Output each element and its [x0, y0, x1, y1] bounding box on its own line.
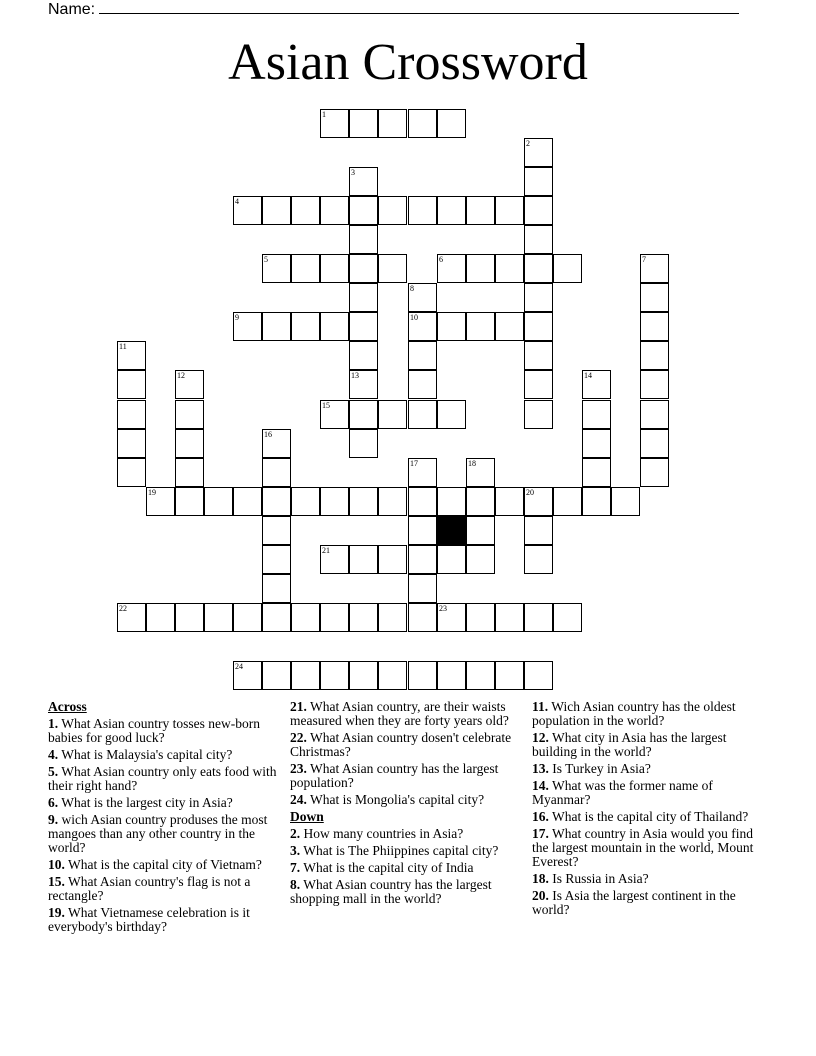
grid-cell[interactable] — [495, 196, 524, 225]
cell-number: 20 — [526, 488, 534, 497]
cell-number: 2 — [526, 139, 530, 148]
cell-number: 11 — [119, 342, 127, 351]
grid-cell[interactable] — [262, 458, 291, 487]
clue-down-14 — [532, 779, 772, 807]
grid-cell[interactable] — [553, 603, 582, 632]
clue-across-6 — [48, 796, 284, 810]
grid-cell[interactable] — [495, 254, 524, 283]
cell-number: 23 — [439, 604, 447, 613]
clue-text: Is Asia the largest continent in the world? — [532, 888, 736, 917]
grid-cell[interactable] — [466, 603, 495, 632]
clues-column-2 — [290, 700, 526, 909]
grid-cell[interactable] — [349, 603, 378, 632]
cell-number: 21 — [322, 546, 330, 555]
clue-down-3 — [290, 844, 526, 858]
clue-number: 2. — [290, 826, 301, 841]
cell-number: 3 — [351, 168, 355, 177]
clue-text: Is Turkey in Asia? — [552, 761, 651, 776]
grid-cell[interactable] — [640, 370, 669, 399]
clue-text: What Asian country dosen't celebrate Christmas? — [290, 730, 512, 759]
clue-text: Is Russia in Asia? — [552, 871, 649, 886]
grid-cell[interactable] — [233, 487, 262, 516]
grid-cell[interactable] — [204, 487, 233, 516]
cell-number: 22 — [119, 604, 127, 613]
clue-text: What is The Phiippines capital city? — [303, 843, 499, 858]
clue-down-18 — [532, 872, 772, 886]
clue-across-9 — [48, 813, 284, 855]
grid-cell[interactable] — [146, 603, 175, 632]
name-label: Name: — [48, 1, 96, 18]
grid-cell[interactable] — [437, 254, 466, 283]
grid-cell[interactable] — [262, 661, 291, 690]
clue-across-1 — [48, 717, 284, 745]
cell-number: 16 — [264, 430, 272, 439]
grid-cell[interactable] — [466, 196, 495, 225]
grid-cell[interactable] — [378, 109, 407, 138]
grid-cell[interactable] — [408, 341, 437, 370]
cell-number: 8 — [410, 284, 414, 293]
grid-cell[interactable] — [291, 254, 320, 283]
grid-cell[interactable] — [408, 109, 437, 138]
grid-cell[interactable] — [349, 341, 378, 370]
grid-cell[interactable] — [582, 400, 611, 429]
clue-text: What Asian country only eats food with their right hand? — [48, 764, 277, 793]
grid-cell[interactable] — [524, 167, 553, 196]
clue-number: 23. — [290, 761, 307, 776]
grid-cell[interactable] — [349, 400, 378, 429]
clue-number: 22. — [290, 730, 307, 745]
grid-cell[interactable] — [349, 487, 378, 516]
cell-number: 9 — [235, 313, 239, 322]
grid-cell[interactable] — [291, 661, 320, 690]
grid-cell[interactable] — [524, 196, 553, 225]
grid-cell[interactable] — [378, 661, 407, 690]
clue-number: 21. — [290, 699, 307, 714]
grid-cell[interactable] — [524, 487, 553, 516]
grid-cell[interactable] — [524, 283, 553, 312]
grid-cell[interactable] — [262, 545, 291, 574]
clue-across-21 — [290, 700, 526, 728]
cell-number: 4 — [235, 197, 239, 206]
grid-cell[interactable] — [437, 312, 466, 341]
clue-number: 15. — [48, 874, 65, 889]
grid-cell[interactable] — [640, 254, 669, 283]
clue-number: 24. — [290, 792, 307, 807]
grid-cell[interactable] — [408, 603, 437, 632]
grid-cell[interactable] — [437, 545, 466, 574]
grid-cell[interactable] — [524, 516, 553, 545]
cell-number: 24 — [235, 662, 243, 671]
grid-cell[interactable] — [320, 254, 349, 283]
grid-cell[interactable] — [408, 312, 437, 341]
grid-cell[interactable] — [349, 283, 378, 312]
clue-text: Wich Asian country has the oldest population in the world? — [532, 699, 736, 728]
clue-text: What Asian country, are their waists measured when they are forty years old? — [290, 699, 509, 728]
grid-cell[interactable] — [117, 458, 146, 487]
grid-cell[interactable] — [640, 400, 669, 429]
grid-cell[interactable] — [146, 487, 175, 516]
grid-cell[interactable] — [378, 254, 407, 283]
grid-cell[interactable] — [175, 429, 204, 458]
grid-cell[interactable] — [582, 487, 611, 516]
grid-cell[interactable] — [349, 225, 378, 254]
grid-cell[interactable] — [291, 603, 320, 632]
grid-cell[interactable] — [320, 312, 349, 341]
cell-number: 5 — [264, 255, 268, 264]
grid-cell[interactable] — [437, 603, 466, 632]
grid-cell[interactable] — [233, 312, 262, 341]
grid-cell[interactable] — [640, 458, 669, 487]
clue-down-20 — [532, 889, 772, 917]
grid-cell[interactable] — [175, 458, 204, 487]
cell-number: 13 — [351, 371, 359, 380]
cell-number: 6 — [439, 255, 443, 264]
clues-column-1 — [48, 700, 284, 937]
clue-number: 9. — [48, 812, 59, 827]
grid-cell[interactable] — [117, 370, 146, 399]
grid-cell[interactable] — [320, 400, 349, 429]
grid-cell[interactable] — [233, 603, 262, 632]
clue-text: What is the capital city of Vietnam? — [68, 857, 262, 872]
clue-down-12 — [532, 731, 772, 759]
grid-cell[interactable] — [291, 487, 320, 516]
grid-cell[interactable] — [524, 400, 553, 429]
across-heading: Across — [48, 699, 87, 714]
clue-number: 6. — [48, 795, 59, 810]
grid-cell[interactable] — [611, 487, 640, 516]
grid-cell[interactable] — [349, 254, 378, 283]
grid-cell[interactable] — [262, 312, 291, 341]
grid-cell[interactable] — [378, 487, 407, 516]
clue-across-23 — [290, 762, 526, 790]
grid-cell[interactable] — [524, 254, 553, 283]
grid-cell[interactable] — [408, 661, 437, 690]
grid-cell[interactable] — [262, 516, 291, 545]
page-title: Asian Crossword — [228, 34, 588, 91]
grid-cell[interactable] — [175, 487, 204, 516]
clue-number: 10. — [48, 857, 65, 872]
clue-text: What Asian country has the largest shopping mall in the world? — [290, 877, 492, 906]
cell-number: 7 — [642, 255, 646, 264]
clue-number: 19. — [48, 905, 65, 920]
grid-cell[interactable] — [495, 487, 524, 516]
grid-cell[interactable] — [408, 516, 437, 545]
clue-number: 16. — [532, 809, 549, 824]
clue-text: What is the capital city of Thailand? — [552, 809, 749, 824]
grid-cell[interactable] — [640, 283, 669, 312]
cell-number: 17 — [410, 459, 418, 468]
grid-cell[interactable] — [466, 516, 495, 545]
grid-cell[interactable] — [553, 254, 582, 283]
grid-cell[interactable] — [349, 661, 378, 690]
grid-cell[interactable] — [524, 312, 553, 341]
grid-cell[interactable] — [320, 109, 349, 138]
clue-across-22 — [290, 731, 526, 759]
grid-cell[interactable] — [233, 196, 262, 225]
clue-number: 1. — [48, 716, 59, 731]
clue-across-10 — [48, 858, 284, 872]
grid-cell[interactable] — [640, 312, 669, 341]
grid-cell[interactable] — [495, 312, 524, 341]
grid-cell[interactable] — [117, 603, 146, 632]
grid-cell[interactable] — [524, 138, 553, 167]
grid-block — [437, 516, 466, 545]
grid-cell[interactable] — [408, 283, 437, 312]
grid-cell[interactable] — [640, 429, 669, 458]
grid-cell[interactable] — [378, 196, 407, 225]
clue-down-16 — [532, 810, 772, 824]
grid-cell[interactable] — [320, 487, 349, 516]
grid-cell[interactable] — [320, 196, 349, 225]
grid-cell[interactable] — [408, 400, 437, 429]
grid-cell[interactable] — [466, 661, 495, 690]
clue-text: What city in Asia has the largest building in the world? — [532, 730, 727, 759]
grid-cell[interactable] — [378, 603, 407, 632]
clue-text: What is Malaysia's capital city? — [61, 747, 233, 762]
clue-number: 17. — [532, 826, 549, 841]
clue-number: 5. — [48, 764, 59, 779]
clue-number: 18. — [532, 871, 549, 886]
clue-text: What is the capital city of India — [303, 860, 474, 875]
clue-number: 13. — [532, 761, 549, 776]
grid-cell[interactable] — [495, 661, 524, 690]
clue-down-11 — [532, 700, 772, 728]
cell-number: 12 — [177, 371, 185, 380]
grid-cell[interactable] — [349, 196, 378, 225]
clues-column-3 — [532, 700, 772, 920]
clue-text: What is the largest city in Asia? — [61, 795, 233, 810]
clue-number: 3. — [290, 843, 301, 858]
clue-down-8 — [290, 878, 526, 906]
grid-cell[interactable] — [495, 603, 524, 632]
grid-cell[interactable] — [378, 400, 407, 429]
grid-cell[interactable] — [262, 487, 291, 516]
grid-cell[interactable] — [349, 370, 378, 399]
grid-cell[interactable] — [524, 661, 553, 690]
grid-cell[interactable] — [553, 487, 582, 516]
grid-cell[interactable] — [175, 370, 204, 399]
grid-cell[interactable] — [233, 661, 262, 690]
grid-cell[interactable] — [378, 545, 407, 574]
grid-cell[interactable] — [466, 254, 495, 283]
grid-cell[interactable] — [408, 574, 437, 603]
grid-cell[interactable] — [408, 370, 437, 399]
grid-cell[interactable] — [466, 458, 495, 487]
cell-number: 18 — [468, 459, 476, 468]
clue-text: What country in Asia would you find the largest mountain in the world, Mount Everest? — [532, 826, 754, 869]
grid-cell[interactable] — [291, 312, 320, 341]
grid-cell[interactable] — [204, 603, 233, 632]
cell-number: 10 — [410, 313, 418, 322]
grid-cell[interactable] — [349, 429, 378, 458]
grid-cell[interactable] — [437, 109, 466, 138]
grid-cell[interactable] — [320, 545, 349, 574]
cell-number: 1 — [322, 110, 326, 119]
grid-cell[interactable] — [320, 603, 349, 632]
clue-number: 14. — [532, 778, 549, 793]
clue-across-4 — [48, 748, 284, 762]
grid-cell[interactable] — [437, 661, 466, 690]
grid-cell[interactable] — [408, 196, 437, 225]
grid-cell[interactable] — [349, 312, 378, 341]
clue-down-13 — [532, 762, 772, 776]
grid-cell[interactable] — [524, 603, 553, 632]
grid-cell[interactable] — [408, 458, 437, 487]
clue-number: 4. — [48, 747, 59, 762]
clue-across-5 — [48, 765, 284, 793]
grid-cell[interactable] — [117, 400, 146, 429]
clue-across-19 — [48, 906, 284, 934]
clue-down-7 — [290, 861, 526, 875]
cell-number: 19 — [148, 488, 156, 497]
clue-number: 11. — [532, 699, 549, 714]
grid-cell[interactable] — [524, 225, 553, 254]
clue-text: wich Asian country produses the most mangoes than any other country in the world? — [48, 812, 268, 855]
grid-cell[interactable] — [262, 196, 291, 225]
clue-text: What Asian country tosses new-born babies for good luck? — [48, 716, 260, 745]
grid-cell[interactable] — [437, 487, 466, 516]
cell-number: 15 — [322, 401, 330, 410]
clue-down-17 — [532, 827, 772, 869]
grid-cell[interactable] — [175, 603, 204, 632]
grid-cell[interactable] — [117, 341, 146, 370]
grid-cell[interactable] — [524, 545, 553, 574]
grid-cell[interactable] — [291, 196, 320, 225]
grid-cell[interactable] — [524, 341, 553, 370]
grid-cell[interactable] — [640, 341, 669, 370]
grid-cell[interactable] — [349, 109, 378, 138]
clue-text: What is Mongolia's capital city? — [310, 792, 485, 807]
clue-text: What Vietnamese celebration is it everybody's birthday? — [48, 905, 250, 934]
grid-cell[interactable] — [437, 196, 466, 225]
grid-cell[interactable] — [262, 603, 291, 632]
grid-cell[interactable] — [320, 661, 349, 690]
grid-cell[interactable] — [349, 545, 378, 574]
clue-down-2 — [290, 827, 526, 841]
clue-across-24 — [290, 793, 526, 807]
grid-cell[interactable] — [466, 545, 495, 574]
grid-cell[interactable] — [437, 400, 466, 429]
clue-number: 8. — [290, 877, 301, 892]
clue-text: What Asian country has the largest population? — [290, 761, 499, 790]
grid-cell[interactable] — [262, 429, 291, 458]
grid-cell[interactable] — [582, 429, 611, 458]
grid-cell[interactable] — [466, 487, 495, 516]
clue-number: 12. — [532, 730, 549, 745]
grid-cell[interactable] — [408, 545, 437, 574]
grid-cell[interactable] — [262, 254, 291, 283]
grid-cell[interactable] — [582, 458, 611, 487]
grid-cell[interactable] — [117, 429, 146, 458]
clue-across-15 — [48, 875, 284, 903]
grid-cell[interactable] — [175, 400, 204, 429]
down-heading: Down — [290, 809, 324, 824]
grid-cell[interactable] — [582, 370, 611, 399]
clue-text: How many countries in Asia? — [303, 826, 464, 841]
clue-number: 20. — [532, 888, 549, 903]
clue-text: What was the former name of Myanmar? — [532, 778, 713, 807]
grid-cell[interactable] — [349, 167, 378, 196]
clue-number: 7. — [290, 860, 301, 875]
grid-cell[interactable] — [408, 487, 437, 516]
cell-number: 14 — [584, 371, 592, 380]
grid-cell[interactable] — [262, 574, 291, 603]
grid-cell[interactable] — [524, 370, 553, 399]
clue-text: What Asian country's flag is not a rectangle? — [48, 874, 251, 903]
grid-cell[interactable] — [466, 312, 495, 341]
